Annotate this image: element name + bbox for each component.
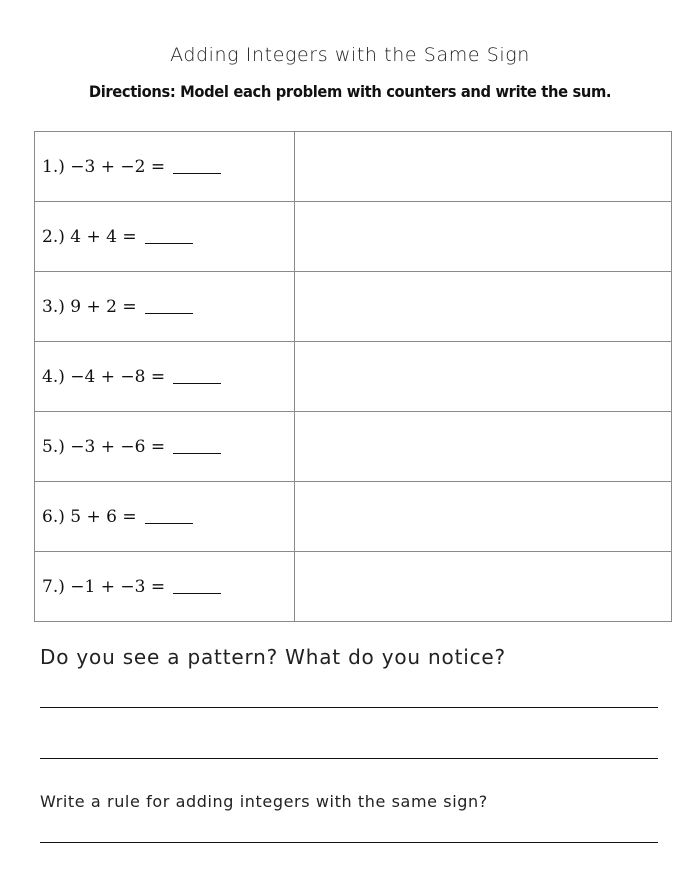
model-space[interactable] [295,552,672,622]
problem-row [35,342,672,412]
problem-row [35,482,672,552]
answer-blank[interactable] [173,172,221,174]
problem-label: 7.) −1 + −3 = [42,576,166,597]
problem-label: 4.) −4 + −8 = [42,366,166,387]
problem-row [35,132,672,202]
problem-row [35,202,672,272]
answer-blank[interactable] [145,242,193,244]
directions-text: Directions: Model each problem with counters and write the sum. [88,82,612,101]
problem-cell [35,342,295,412]
problem-cell [35,412,295,482]
pattern-answer-line-2[interactable] [40,758,658,759]
problem-cell [35,482,295,552]
problem-label: 5.) −3 + −6 = [42,436,166,457]
answer-blank[interactable] [145,312,193,314]
model-space[interactable] [295,272,672,342]
problem-label: 2.) 4 + 4 = [42,226,137,247]
worksheet-title: Adding Integers with the Same Sign [170,44,530,66]
pattern-question: Do you see a pattern? What do you notice? [40,645,506,669]
model-space[interactable] [295,482,672,552]
rule-answer-line[interactable] [40,842,658,843]
problem-cell [35,132,295,202]
problem-row [35,412,672,482]
answer-blank[interactable] [145,522,193,524]
rule-prompt: Write a rule for adding integers with the same sign? [40,792,488,811]
problem-cell [35,202,295,272]
pattern-answer-line-1[interactable] [40,707,658,708]
model-space[interactable] [295,132,672,202]
problem-cell [35,552,295,622]
answer-blank[interactable] [173,452,221,454]
answer-blank[interactable] [173,592,221,594]
problem-cell [35,272,295,342]
problem-row [35,272,672,342]
model-space[interactable] [295,202,672,272]
model-space[interactable] [295,412,672,482]
problems-table [34,131,672,622]
answer-blank[interactable] [173,382,221,384]
problem-label: 6.) 5 + 6 = [42,506,137,527]
problem-label: 1.) −3 + −2 = [42,156,166,177]
problem-label: 3.) 9 + 2 = [42,296,137,317]
model-space[interactable] [295,342,672,412]
problem-row [35,552,672,622]
